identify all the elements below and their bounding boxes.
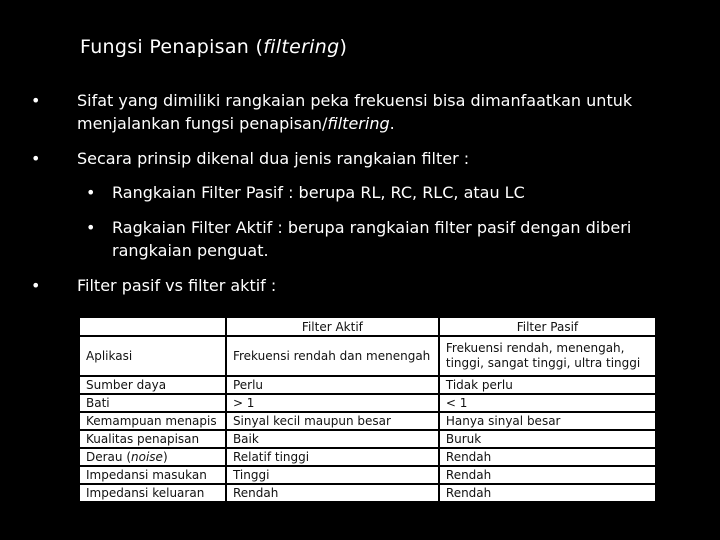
- sub-bullet-item-2: [86, 216, 672, 262]
- table-row: [79, 376, 656, 394]
- bullet-dot: •: [31, 91, 41, 110]
- bullet-text: Secara prinsip dikenal dua jenis rangkaian filter :: [77, 149, 470, 168]
- cell-aktif: Frekuensi rendah dan menengah: [226, 336, 439, 376]
- bullet-dot: •: [31, 149, 41, 168]
- cell-aktif: Relatif tinggi: [226, 448, 439, 466]
- cell-pasif: Rendah: [439, 448, 656, 466]
- cell-pasif: Hanya sinyal besar: [439, 412, 656, 430]
- sub-bullet-item-1: [86, 181, 525, 204]
- row-label: Bati: [79, 394, 226, 412]
- title-end: ): [339, 36, 348, 58]
- row-label-pre: Derau (: [86, 450, 132, 464]
- cell-pasif: Buruk: [439, 430, 656, 448]
- table-row: [79, 430, 656, 448]
- comparison-table: [78, 316, 657, 503]
- table-row: [79, 448, 656, 466]
- table-row: [79, 336, 656, 376]
- cell-pasif: Rendah: [439, 484, 656, 502]
- bullet-item-3: [31, 274, 277, 297]
- table-row: [79, 394, 656, 412]
- bullet-end: .: [389, 114, 395, 133]
- title-italic: filtering: [263, 36, 340, 58]
- cell-aktif: Tinggi: [226, 466, 439, 484]
- row-label-italic: noise: [131, 450, 163, 464]
- bullet-text: Sifat yang dimiliki rangkaian peka frekuensi bisa dimanfaatkan untuk menjalankan fungsi penapisan/: [77, 91, 633, 133]
- cell-pasif: Rendah: [439, 466, 656, 484]
- table-row: [79, 484, 656, 502]
- table-header-aktif: Filter Aktif: [226, 317, 439, 336]
- bullet-text: Ragkaian Filter Aktif : berupa rangkaian filter pasif dengan diberi rangkaian penguat.: [112, 218, 632, 260]
- row-label: Sumber daya: [79, 376, 226, 394]
- table-row: [79, 412, 656, 430]
- cell-aktif: Rendah: [226, 484, 439, 502]
- bullet-text: Filter pasif vs filter aktif :: [77, 276, 277, 295]
- bullet-dot: •: [86, 218, 96, 237]
- cell-aktif: Perlu: [226, 376, 439, 394]
- table-header-empty: [79, 317, 226, 336]
- row-label: Kemampuan menapis: [79, 412, 226, 430]
- cell-pasif: Tidak perlu: [439, 376, 656, 394]
- title-text: Fungsi Penapisan (: [80, 36, 264, 58]
- row-label: Aplikasi: [79, 336, 226, 376]
- table-header-row: [79, 317, 656, 336]
- cell-pasif: < 1: [439, 394, 656, 412]
- cell-aktif: Sinyal kecil maupun besar: [226, 412, 439, 430]
- cell-pasif: Frekuensi rendah, menengah, tinggi, sangat tinggi, ultra tinggi: [439, 336, 656, 376]
- table-row: [79, 466, 656, 484]
- row-label: Impedansi keluaran: [79, 484, 226, 502]
- bullet-item-2: [31, 147, 470, 170]
- cell-aktif: Baik: [226, 430, 439, 448]
- bullet-italic: filtering: [327, 114, 390, 133]
- bullet-dot: •: [86, 183, 96, 202]
- slide-title: [80, 36, 347, 58]
- bullet-text: Rangkaian Filter Pasif : berupa RL, RC, RLC, atau LC: [112, 183, 525, 202]
- row-label: Kualitas penapisan: [79, 430, 226, 448]
- bullet-item-1: [31, 89, 697, 135]
- bullet-dot: •: [31, 276, 41, 295]
- row-label: [79, 448, 226, 466]
- cell-aktif: > 1: [226, 394, 439, 412]
- table-header-pasif: Filter Pasif: [439, 317, 656, 336]
- row-label-post: ): [162, 450, 168, 464]
- row-label: Impedansi masukan: [79, 466, 226, 484]
